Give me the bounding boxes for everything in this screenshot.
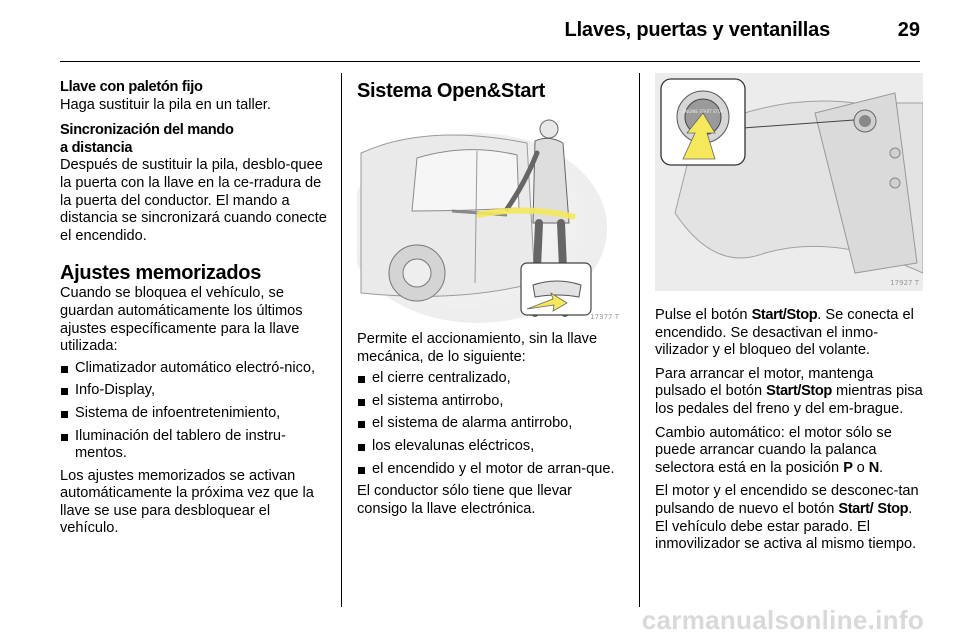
paragraph-ajustes-end: Los ajustes memorizados se activan automáticamente la próxima vez que la llave se use para desbloquear el vehículo. (60, 467, 314, 537)
start-stop-bold: Stop (877, 500, 909, 517)
text-span: . Se conecta el encendido. Se desactivan el inmo-vilizador y el bloqueo del volante. (655, 307, 914, 359)
heading-llave-paleton: Llave con paletón fijo (60, 79, 203, 95)
column-3 (655, 73, 923, 554)
paragraph-sync: Después de sustituir la pila, desblo-quee la puerta con la llave en la ce-rradura de la puerta del conductor. El mando a distancia se sincronizará cuando conecte el encendido. (60, 157, 327, 244)
paragraph-permite: Permite el accionamiento, sin la llave mecánica, de lo siguiente: (357, 331, 598, 365)
text-span: o (852, 459, 869, 476)
text-span: El motor y el encendido se desconec-tan pulsando de nuevo el botón (655, 483, 919, 517)
paragraph-llave: Haga sustituir la pila en un taller. (60, 96, 271, 113)
text-span: mientras pisa los pedales del freno y del em-brague. (655, 383, 923, 417)
start-stop-bold: Start/Stop (766, 383, 832, 400)
column-divider-2 (639, 73, 640, 607)
list-item: Climatizador automático electró-nico, (60, 360, 328, 378)
paragraph-desconectan (655, 483, 923, 553)
heading-sync-line1: Sincronización del mando (60, 122, 234, 139)
paragraph-ajustes: Cuando se bloquea el vehículo, se guardan automáticamente los últimos ajustes específicamente para la llave utilizada: (60, 285, 303, 355)
list-item: el sistema antirrobo, (357, 393, 625, 411)
text-span: Pulse el botón (655, 307, 752, 323)
paragraph-pulse (655, 307, 923, 360)
header-divider (60, 61, 920, 62)
list-item: Info-Display, (60, 382, 328, 400)
column-1 (60, 79, 328, 538)
button-engine-start-stop-label: ENGINE START STOP (682, 109, 724, 114)
column-divider-1 (341, 73, 342, 607)
list-item: los elevalunas eléctricos, (357, 438, 625, 456)
heading-ajustes: Ajustes memorizados (60, 262, 262, 285)
ajustes-bullet-list (60, 360, 328, 463)
list-item: Iluminación del tablero de instru-mentos. (60, 428, 328, 463)
list-item: el cierre centralizado, (357, 370, 625, 388)
position-p-bold: P (843, 459, 853, 476)
position-n-bold: N (868, 459, 879, 476)
heading-sync-line2: a distancia (60, 139, 133, 156)
start-stop-bold: Start/Stop (751, 307, 818, 323)
figure-number: 17927 T (890, 279, 919, 287)
open-start-car-door-illustration (357, 113, 623, 323)
list-item: el encendido y el motor de arran-que. (357, 461, 625, 479)
text-span: Para arrancar el motor, mantenga pulsado el botón (655, 365, 874, 400)
page-header-title: Llaves, puertas y ventanillas (564, 19, 830, 41)
start-stop-button-illustration (655, 73, 923, 291)
list-item: el sistema de alarma antirrobo, (357, 415, 625, 433)
start-stop-bold: Start/ (838, 500, 874, 517)
text-span: Cambio automático: el motor sólo se puede arrancar cuando la palanca selectora está en la posición (655, 424, 892, 476)
figure-number: 17377 T (590, 313, 619, 321)
column-2 (357, 79, 625, 518)
watermark: carmanualsonline.info (641, 605, 924, 635)
heading-open-start: Sistema Open&Start (357, 80, 545, 102)
text-span: . El vehículo debe estar parado. El inmovilizador se activa al mismo tiempo. (655, 500, 917, 553)
paragraph-cambio-automatico (655, 425, 923, 478)
open-start-bullet-list (357, 370, 625, 478)
paragraph-conductor: El conductor sólo tiene que llevar consigo la llave electrónica. (357, 483, 572, 517)
paragraph-arrancar (655, 366, 923, 419)
text-span: . (878, 459, 883, 476)
page-number: 29 (897, 19, 920, 41)
list-item: Sistema de infoentretenimiento, (60, 405, 328, 423)
